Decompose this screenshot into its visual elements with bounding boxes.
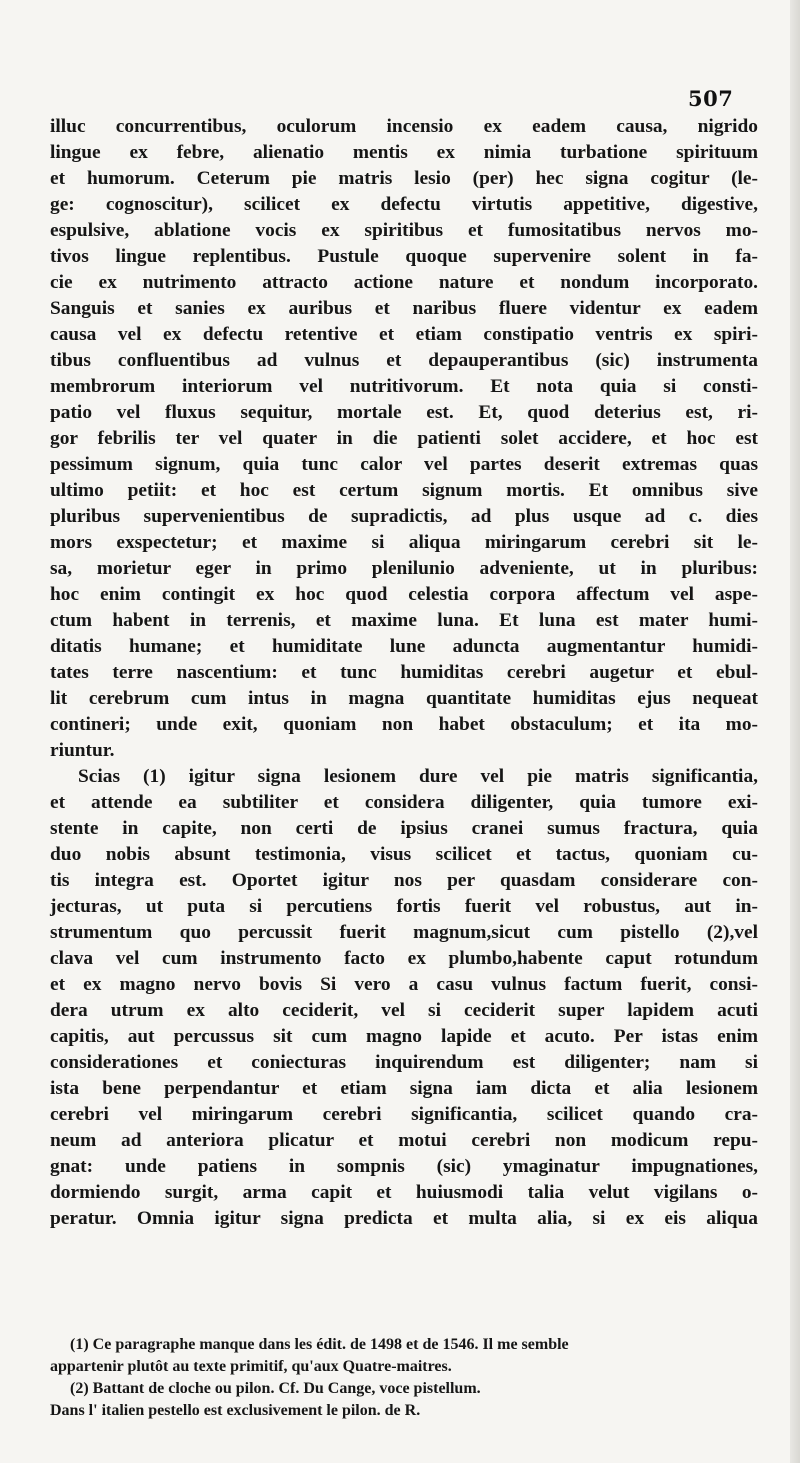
text-line: pessimum signum, quia tunc calor vel partes deserit extremas quas bbox=[50, 454, 758, 475]
text-line: duo nobis absunt testimonia, visus scilicet et tactus, quoniam cu- bbox=[50, 844, 758, 865]
text-line: et attende ea subtiliter et considera diligenter, quia tumore exi- bbox=[50, 792, 758, 813]
footnote-1-continued: appartenir plutôt au texte primitif, qu'aux Quatre-maitres. bbox=[50, 1358, 452, 1375]
text-line: tates terre nascentium: et tunc humiditas cerebri augetur et ebul- bbox=[50, 662, 758, 683]
text-line: peratur. Omnia igitur signa predicta et multa alia, si ex eis aliqua bbox=[50, 1208, 758, 1229]
text-line: stente in capite, non certi de ipsius cranei sumus fractura, quia bbox=[50, 818, 758, 839]
text-line: ge: cognoscitur), scilicet ex defectu virtutis appetitive, digestive, bbox=[50, 194, 758, 215]
footnote-2: (2) Battant de cloche ou pilon. Cf. Du Cange, voce pistellum. bbox=[70, 1380, 481, 1397]
main-text-block bbox=[50, 114, 758, 1232]
text-line: lingue ex febre, alienatio mentis ex nimia turbatione spirituum bbox=[50, 142, 758, 163]
text-line-paragraph-start: Scias (1) igitur signa lesionem dure vel pie matris significantia, bbox=[78, 766, 758, 787]
page-number: 507 bbox=[688, 86, 734, 111]
text-line: illuc concurrentibus, oculorum incensio ex eadem causa, nigrido bbox=[50, 116, 758, 137]
text-line: clava vel cum instrumento facto ex plumbo,habente caput rotundum bbox=[50, 948, 758, 969]
text-line: mors exspectetur; et maxime si aliqua miringarum cerebri sit le- bbox=[50, 532, 758, 553]
text-line: membrorum interiorum vel nutritivorum. Et nota quia si consti- bbox=[50, 376, 758, 397]
text-line: strumentum quo percussit fuerit magnum,sicut cum pistello (2),vel bbox=[50, 922, 758, 943]
text-line: ultimo petiit: et hoc est certum signum mortis. Et omnibus sive bbox=[50, 480, 758, 501]
text-line: patio vel fluxus sequitur, mortale est. Et, quod deterius est, ri- bbox=[50, 402, 758, 423]
text-line: Sanguis et sanies ex auribus et naribus fluere videntur ex eadem bbox=[50, 298, 758, 319]
text-line: tis integra est. Oportet igitur nos per quasdam considerare con- bbox=[50, 870, 758, 891]
text-line: lit cerebrum cum intus in magna quantitate humiditas ejus nequeat bbox=[50, 688, 758, 709]
text-line: neum ad anteriora plicatur et motui cerebri non modicum repu- bbox=[50, 1130, 758, 1151]
text-line: tibus confluentibus ad vulnus et depauperantibus (sic) instrumenta bbox=[50, 350, 758, 371]
text-line: cerebri vel miringarum cerebri significantia, scilicet quando cra- bbox=[50, 1104, 758, 1125]
text-line: pluribus supervenientibus de supradictis, ad plus usque ad c. dies bbox=[50, 506, 758, 527]
footnote-2-continued: Dans l' italien pestello est exclusivement le pilon. de R. bbox=[50, 1402, 421, 1419]
text-line: gor febrilis ter vel quater in die patienti solet accidere, et hoc est bbox=[50, 428, 758, 449]
text-line: jecturas, ut puta si percutiens fortis fuerit vel robustus, aut in- bbox=[50, 896, 758, 917]
text-line: considerationes et coniecturas inquirendum est diligenter; nam si bbox=[50, 1052, 758, 1073]
text-line: ista bene perpendantur et etiam signa iam dicta et alia lesionem bbox=[50, 1078, 758, 1099]
text-line: sa, morietur eger in primo plenilunio adveniente, ut in pluribus: bbox=[50, 558, 758, 579]
text-line: ctum habent in terrenis, et maxime luna. Et luna est mater humi- bbox=[50, 610, 758, 631]
text-line: capitis, aut percussus sit cum magno lapide et acuto. Per istas enim bbox=[50, 1026, 758, 1047]
text-line: causa vel ex defectu retentive et etiam constipatio ventris ex spiri- bbox=[50, 324, 758, 345]
text-line: espulsive, ablatione vocis ex spiritibus et fumositatibus nervos mo- bbox=[50, 220, 758, 241]
page-edge-shadow bbox=[790, 0, 800, 1463]
text-line: tivos lingue replentibus. Pustule quoque supervenire solent in fa- bbox=[50, 246, 758, 267]
text-line: ditatis humane; et humiditate lune aduncta augmentantur humidi- bbox=[50, 636, 758, 657]
footnote-1: (1) Ce paragraphe manque dans les édit. de 1498 et de 1546. Il me semble bbox=[70, 1336, 569, 1353]
text-line: contineri; unde exit, quoniam non habet obstaculum; et ita mo- bbox=[50, 714, 758, 735]
text-line: dera utrum ex alto ceciderit, vel si ceciderit super lapidem acuti bbox=[50, 1000, 758, 1021]
text-line-paragraph-end: riuntur. bbox=[50, 740, 115, 761]
text-line: et humorum. Ceterum pie matris lesio (per) hec signa cogitur (le- bbox=[50, 168, 758, 189]
text-line: hoc enim contingit ex hoc quod celestia corpora affectum vel aspe- bbox=[50, 584, 758, 605]
footnotes bbox=[50, 1334, 758, 1422]
text-line: dormiendo surgit, arma capit et huiusmodi talia velut vigilans o- bbox=[50, 1182, 758, 1203]
text-line: cie ex nutrimento attracto actione nature et nondum incorporato. bbox=[50, 272, 758, 293]
text-line: et ex magno nervo bovis Si vero a casu vulnus factum fuerit, consi- bbox=[50, 974, 758, 995]
text-line: gnat: unde patiens in sompnis (sic) ymaginatur impugnationes, bbox=[50, 1156, 758, 1177]
